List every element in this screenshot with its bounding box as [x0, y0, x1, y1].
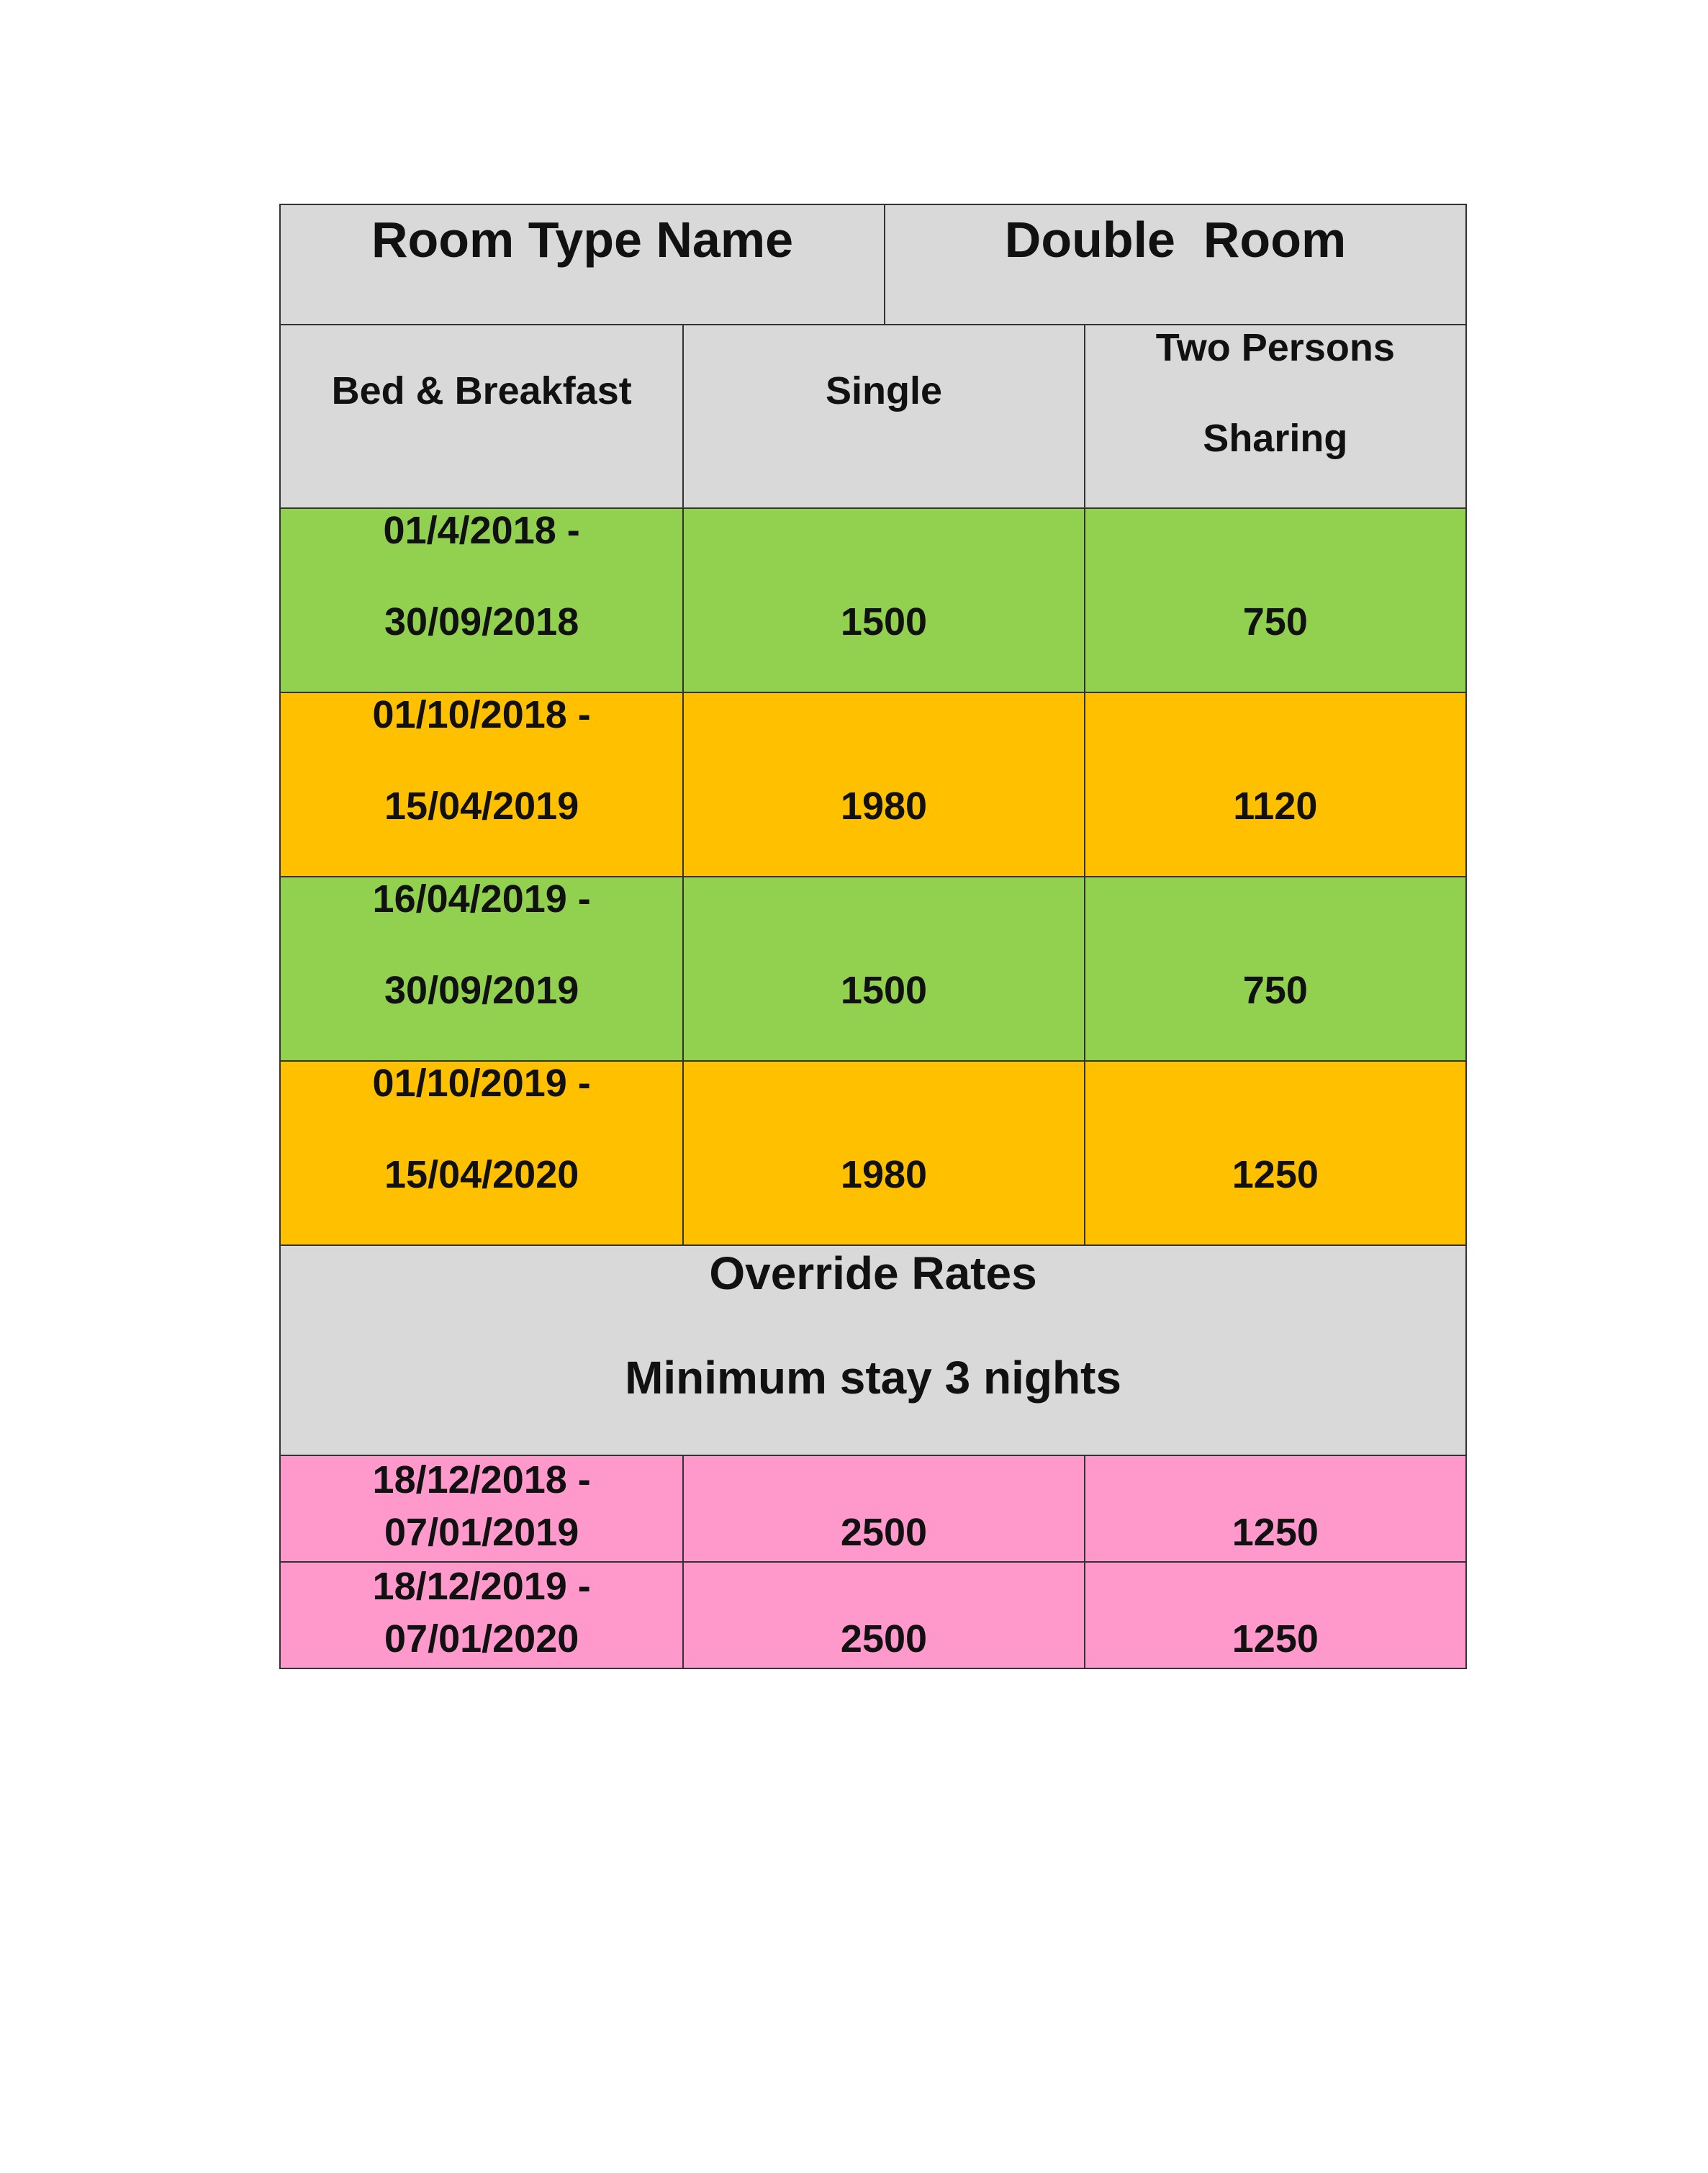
- season-start: 01/10/2019 -: [372, 1062, 591, 1105]
- override-rate-row: [281, 1563, 1467, 1669]
- override-cell: [281, 1246, 1467, 1456]
- sharing-rate: 750: [1242, 600, 1308, 643]
- room-type-value-cell: [885, 205, 1467, 325]
- title-row: [281, 205, 1467, 325]
- season-end: 30/09/2019: [384, 969, 579, 1012]
- header-cell-plan: [281, 325, 684, 509]
- season-row: [281, 1062, 1467, 1246]
- override-single-rate: 2500: [840, 1511, 928, 1554]
- override-start: 18/12/2018 -: [372, 1458, 591, 1501]
- header-row: [281, 325, 1467, 509]
- single-rate-cell: [684, 877, 1085, 1062]
- override-dates-cell: [281, 1456, 684, 1563]
- header-sharing-line2: Sharing: [1203, 417, 1348, 460]
- single-rate-cell: [684, 1062, 1085, 1246]
- header-cell-sharing: [1085, 325, 1467, 509]
- room-type-label-cell: [281, 205, 885, 325]
- override-rate-row: [281, 1456, 1467, 1563]
- season-dates-cell: [281, 1062, 684, 1246]
- single-rate: 1980: [840, 1153, 928, 1196]
- header-sharing-line1: Two Persons: [1155, 326, 1395, 369]
- room-type-label: Room Type Name: [371, 212, 794, 268]
- single-rate-cell: [684, 509, 1085, 693]
- sharing-rate-cell: [1085, 509, 1467, 693]
- room-type-value: Double Room: [1004, 212, 1347, 268]
- single-rate: 1500: [840, 600, 928, 643]
- sharing-rate-cell: [1085, 693, 1467, 877]
- override-sharing-cell: [1085, 1456, 1467, 1563]
- season-row: [281, 509, 1467, 693]
- single-rate: 1980: [840, 785, 928, 828]
- override-subtitle: Minimum stay 3 nights: [625, 1352, 1121, 1404]
- override-single-cell: [684, 1456, 1085, 1563]
- header-cell-single: [684, 325, 1085, 509]
- sharing-rate: 750: [1242, 969, 1308, 1012]
- override-end: 07/01/2019: [384, 1511, 579, 1554]
- override-dates-cell: [281, 1563, 684, 1669]
- season-row: [281, 877, 1467, 1062]
- override-single-rate: 2500: [840, 1617, 928, 1661]
- sharing-rate: 1120: [1233, 785, 1318, 828]
- season-dates-cell: [281, 509, 684, 693]
- override-row: [281, 1246, 1467, 1456]
- override-end: 07/01/2020: [384, 1617, 579, 1661]
- season-end: 15/04/2020: [384, 1153, 579, 1196]
- override-single-cell: [684, 1563, 1085, 1669]
- season-start: 16/04/2019 -: [372, 877, 591, 921]
- sharing-rate: 1250: [1232, 1153, 1319, 1196]
- header-single: Single: [825, 369, 942, 412]
- season-end: 30/09/2018: [384, 600, 579, 643]
- season-dates-cell: [281, 693, 684, 877]
- sharing-rate-cell: [1085, 1062, 1467, 1246]
- room-rate-table: [279, 204, 1467, 1669]
- season-start: 01/4/2018 -: [383, 509, 580, 552]
- single-rate: 1500: [840, 969, 928, 1012]
- season-end: 15/04/2019: [384, 785, 579, 828]
- sharing-rate-cell: [1085, 877, 1467, 1062]
- override-sharing-rate: 1250: [1232, 1511, 1319, 1554]
- override-sharing-cell: [1085, 1563, 1467, 1669]
- override-start: 18/12/2019 -: [372, 1565, 591, 1608]
- season-start: 01/10/2018 -: [372, 693, 591, 736]
- override-title: Override Rates: [709, 1247, 1037, 1299]
- single-rate-cell: [684, 693, 1085, 877]
- season-row: [281, 693, 1467, 877]
- override-sharing-rate: 1250: [1232, 1617, 1319, 1661]
- header-plan: Bed & Breakfast: [331, 369, 632, 412]
- season-dates-cell: [281, 877, 684, 1062]
